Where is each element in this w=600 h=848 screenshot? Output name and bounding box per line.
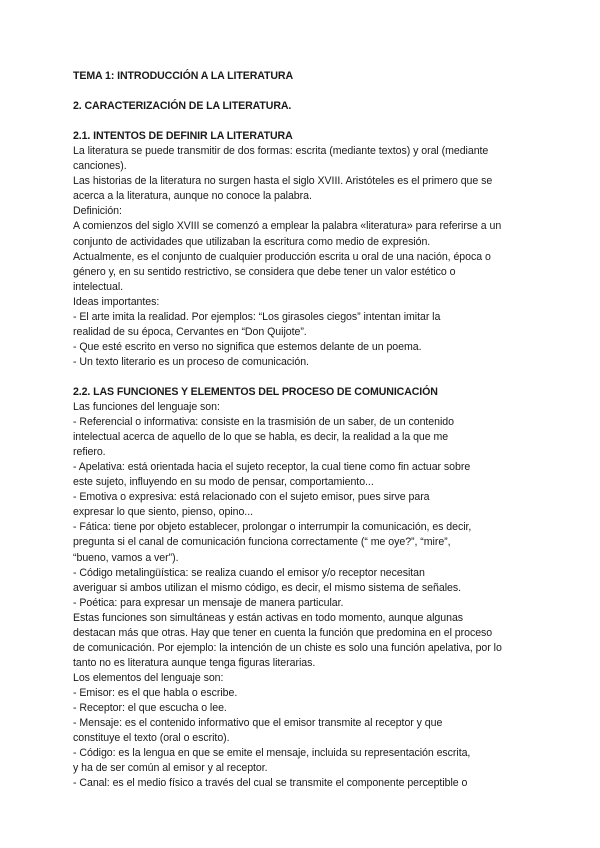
paragraph-line: - Mensaje: es el contenido informativo que el emisor transmite al receptor y que bbox=[73, 717, 443, 730]
section-heading-2-1: 2.1. INTENTOS DE DEFINIR LA LITERATURA bbox=[73, 130, 293, 143]
paragraph-line: Las funciones del lenguaje son: bbox=[73, 401, 220, 414]
paragraph-line: - Que esté escrito en verso no significa que estemos delante de un poema. bbox=[73, 340, 422, 353]
paragraph-line: acerca a la literatura, aunque no conoce la palabra. bbox=[73, 190, 312, 203]
paragraph-line: La literatura se puede transmitir de dos formas: escrita (mediante textos) y oral (mediante bbox=[73, 145, 489, 158]
paragraph-line: destacan más que otras. Hay que tener en cuenta la función que predomina en el proceso bbox=[73, 626, 493, 639]
paragraph-line: “bueno, vamos a ver”). bbox=[73, 551, 179, 564]
paragraph-line: de comunicación. Por ejemplo: la intención de un chiste es solo una función apelativa, por lo bbox=[73, 641, 502, 654]
paragraph-line: - Receptor: el que escucha o lee. bbox=[73, 701, 227, 714]
section-heading-2: 2. CARACTERIZACIÓN DE LA LITERATURA. bbox=[73, 100, 292, 113]
paragraph-line: este sujeto, influyendo en su modo de pensar, comportamiento... bbox=[73, 476, 374, 489]
document-title: TEMA 1: INTRODUCCIÓN A LA LITERATURA bbox=[73, 70, 294, 82]
paragraph-line: Las historias de la literatura no surgen hasta el siglo XVIII. Aristóteles es el primero que se bbox=[73, 175, 493, 188]
paragraph-line: - Apelativa: está orientada hacia el sujeto receptor, la cual tiene como fin actuar sobre bbox=[73, 461, 471, 474]
section-heading-2-2: 2.2. LAS FUNCIONES Y ELEMENTOS DEL PROCESO DE COMUNICACIÓN bbox=[73, 385, 438, 398]
paragraph-line: refiero. bbox=[73, 446, 106, 459]
paragraph-line: Definición: bbox=[73, 205, 122, 218]
paragraph-line: - Referencial o informativa: consiste en la trasmisión de un saber, de un contenido bbox=[73, 416, 454, 429]
paragraph-line: - Un texto literario es un proceso de comunicación. bbox=[73, 355, 309, 368]
paragraph-line: - El arte imita la realidad. Por ejemplos: “Los girasoles ciegos” intentan imitar la bbox=[73, 310, 441, 323]
paragraph-line: A comienzos del siglo XVIII se comenzó a emplear la palabra «literatura» para referirse a un bbox=[73, 220, 502, 233]
paragraph-line: - Código metalingüística: se realiza cuando el emisor y/o receptor necesitan bbox=[73, 566, 425, 579]
paragraph-line: - Canal: es el medio físico a través del cual se transmite el componente perceptible o bbox=[73, 777, 468, 790]
paragraph-line: Actualmente, es el conjunto de cualquier producción escrita u oral de una nación, época o bbox=[73, 250, 491, 263]
section-2-2-body bbox=[73, 400, 573, 791]
spacer bbox=[73, 114, 573, 129]
paragraph-line: - Emisor: es el que habla o escribe. bbox=[73, 686, 238, 699]
paragraph-line: y ha de ser común al emisor y al receptor. bbox=[73, 762, 268, 775]
paragraph-line: Ideas importantes: bbox=[73, 295, 160, 308]
paragraph-line: género y, en su sentido restrictivo, se considera que debe tener un valor estético o bbox=[73, 265, 456, 278]
paragraph-line: tanto no es literatura aunque tenga figuras literarias. bbox=[73, 656, 316, 669]
paragraph-line: constituye el texto (oral o escrito). bbox=[73, 732, 230, 745]
paragraph-line: - Código: es la lengua en que se emite el mensaje, incluida su representación escrita, bbox=[73, 747, 471, 760]
paragraph-line: expresar lo que siento, pienso, opino... bbox=[73, 506, 253, 519]
paragraph-line: intelectual acerca de aquello de lo que se habla, es decir, la realidad a la que me bbox=[73, 431, 449, 444]
paragraph-line: - Emotiva o expresiva: está relacionado con el sujeto emisor, pues sirve para bbox=[73, 491, 430, 504]
paragraph-line: conjunto de actividades que utilizaban la escritura como medio de expresión. bbox=[73, 235, 431, 248]
spacer bbox=[73, 370, 573, 385]
section-2-1-body bbox=[73, 144, 573, 370]
spacer bbox=[73, 84, 573, 99]
paragraph-line: canciones). bbox=[73, 160, 127, 173]
paragraph-line: - Fática: tiene por objeto establecer, prolongar o interrumpir la comunicación, es decir, bbox=[73, 521, 472, 534]
paragraph-line: pregunta si el canal de comunicación funciona correctamente (“ me oye?”, “mire”, bbox=[73, 536, 451, 549]
paragraph-line: - Poética: para expresar un mensaje de manera particular. bbox=[73, 596, 344, 609]
document-content bbox=[73, 69, 573, 791]
paragraph-line: realidad de su época, Cervantes en “Don Quijote”. bbox=[73, 325, 307, 338]
paragraph-line: Estas funciones son simultáneas y están activas en todo momento, aunque algunas bbox=[73, 611, 464, 624]
paragraph-line: intelectual. bbox=[73, 280, 124, 293]
paragraph-line: averiguar si ambos utilizan el mismo código, es decir, el mismo sistema de señales. bbox=[73, 581, 461, 594]
paragraph-line: Los elementos del lenguaje son: bbox=[73, 671, 224, 684]
